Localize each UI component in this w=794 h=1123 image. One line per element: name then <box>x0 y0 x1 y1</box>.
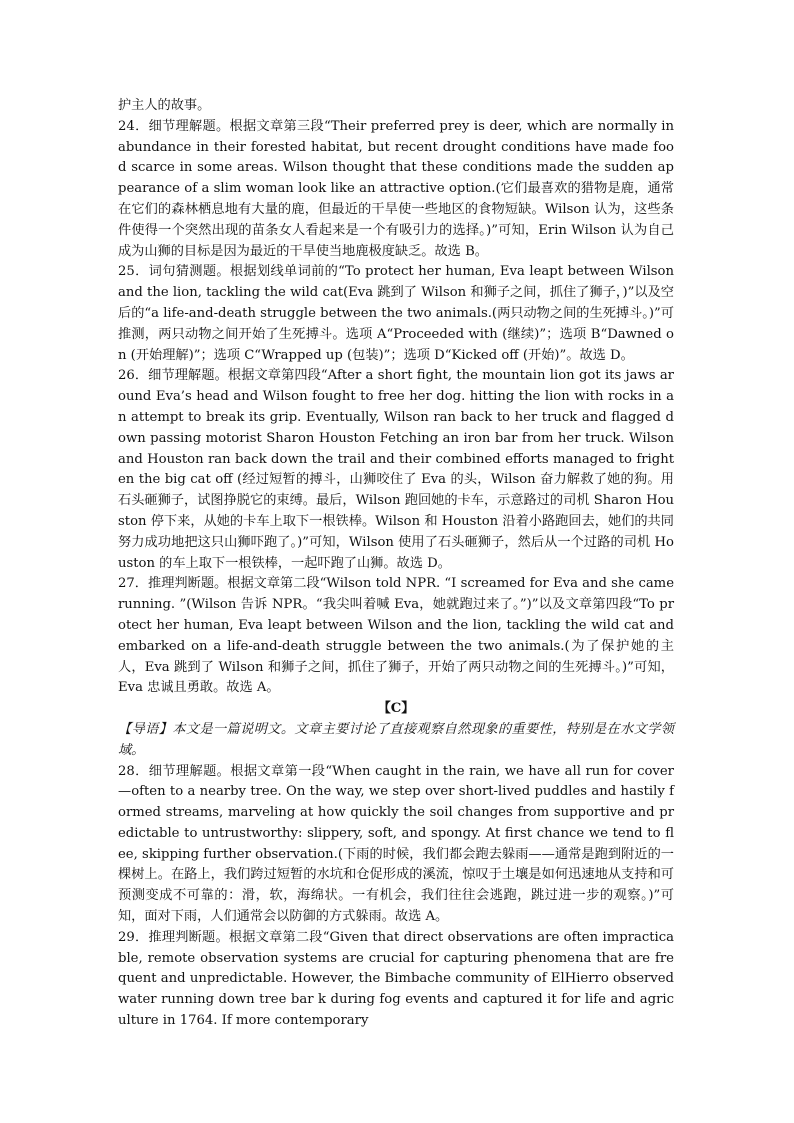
section-guide: 【导语】本文是一篇说明文。文章主要讨论了直接观察自然现象的重要性，特别是在水文学领域。 <box>118 721 674 758</box>
answer-26: 26．细节理解题。根据文章第四段“After a short fight, the mountain lion got its jaws around Eva’s head and Wilson fought to free her dog. hitting the lion with rocks in an attempt to break its grip. Eventually, Wilson ran back to her truck and flagged down passing motorist Sharon Houston Fetching an iron bar from her truck. Wilson and Houston ran back down the trail and their combined efforts managed to frighten the big cat off (经过短暂的搏斗，山狮咬住了 Eva 的头，Wilson 奋力解救了她的狗。用石头砸狮子，试图挣脱它的束缚。最后，Wilson 跑回她的卡车，示意路过的司机 Sharon Houston 停下来，从她的卡车上取下一根铁棒。Wilson 和 Houston 沿着小路跑回去，她们的共同努力成功地把这只山狮吓跑了。)”可知，Wilson 使用了石头砸狮子，然后从一个过路的司机 Houston 的车上取下一根铁棒，一起吓跑了山狮。故选 D。 <box>118 368 674 571</box>
answer-29: 29．推理判断题。根据文章第二段“Given that direct observations are often impracticable, remote observation systems are crucial for capturing phenomena that are frequent and unpredictable. However, the Bimbache community of ElHierro observed water running down tree bar k during fog events and captured it for life and agriculture in 1764. If more contemporary <box>118 929 674 1029</box>
section-heading-c: 【C】 <box>377 701 415 717</box>
answer-25: 25．词句猜测题。根据划线单词前的“To protect her human, Eva leapt between Wilson and the lion, tackling the wild cat(Eva 跳到了 Wilson 和狮子之间，抓住了狮子，)”以及空后的“a life-and-death struggle between the two animals.(两只动物之间的生死搏斗。)”可推测，两只动物之间开始了生死搏斗。选项 A“Proceeded with (继续)”；选项 B“Dawned on (开始理解)”；选项 C“Wrapped up (包装)”；选项 D“Kicked off (开始)”。故选 D。 <box>118 264 674 363</box>
document-page <box>118 96 674 1032</box>
answer-28: 28．细节理解题。根据文章第一段“When caught in the rain, we have all run for cover—often to a nearby tree. On the way, we step over short-lived puddles and hastily formed streams, marveling at how quickly the soil changes from supportive and predictable to untrustworthy: slippery, soft, and spongy. At first chance we tend to flee, skipping further observation.(下雨的时候，我们都会跑去躲雨——通常是跑到附近的一棵树上。在路上，我们跨过短暂的水坑和仓促形成的溪流，惊叹于土壤是如何迅速地从支持和可预测变成不可靠的：滑，软，海绵状。一有机会，我们往往会逃跑，跳过进一步的观察。)”可知，面对下雨，人们通常会以防御的方式躲雨。故选 A。 <box>118 763 674 925</box>
answer-24: 24．细节理解题。根据文章第三段“Their preferred prey is deer, which are normally in abundance in their forested habitat, but recent drought conditions have made food scarce in some areas. Wilson thought that these conditions made the sudden appearance of a slim woman look like an attractive option.(它们最喜欢的猎物是鹿，通常在它们的森林栖息地有大量的鹿，但最近的干旱使一些地区的食物短缺。Wilson 认为，这些条件使得一个突然出现的苗条女人看起来是一个有吸引力的选择。)”可知，Erin Wilson 认为自己成为山狮的目标是因为最近的干旱使当地鹿极度缺乏。故选 B。 <box>118 118 674 259</box>
answer-27: 27．推理判断题。根据文章第二段“Wilson told NPR. “I screamed for Eva and she came running. ”(Wilson 告诉 NPR。“我尖叫着喊 Eva，她就跑过来了。”)”以及文章第四段“To protect her human, Eva leapt between Wilson and the lion, tackling the wild cat and embarked on a life-and-death struggle between the two animals.(为了保护她的主人，Eva 跳到了 Wilson 和狮子之间，抓住了狮子，开始了两只动物之间的生死搏斗。)”可知，Eva 忠诚且勇敢。故选 A。 <box>118 576 674 696</box>
text-line-continuation: 护主人的故事。 <box>118 98 211 113</box>
